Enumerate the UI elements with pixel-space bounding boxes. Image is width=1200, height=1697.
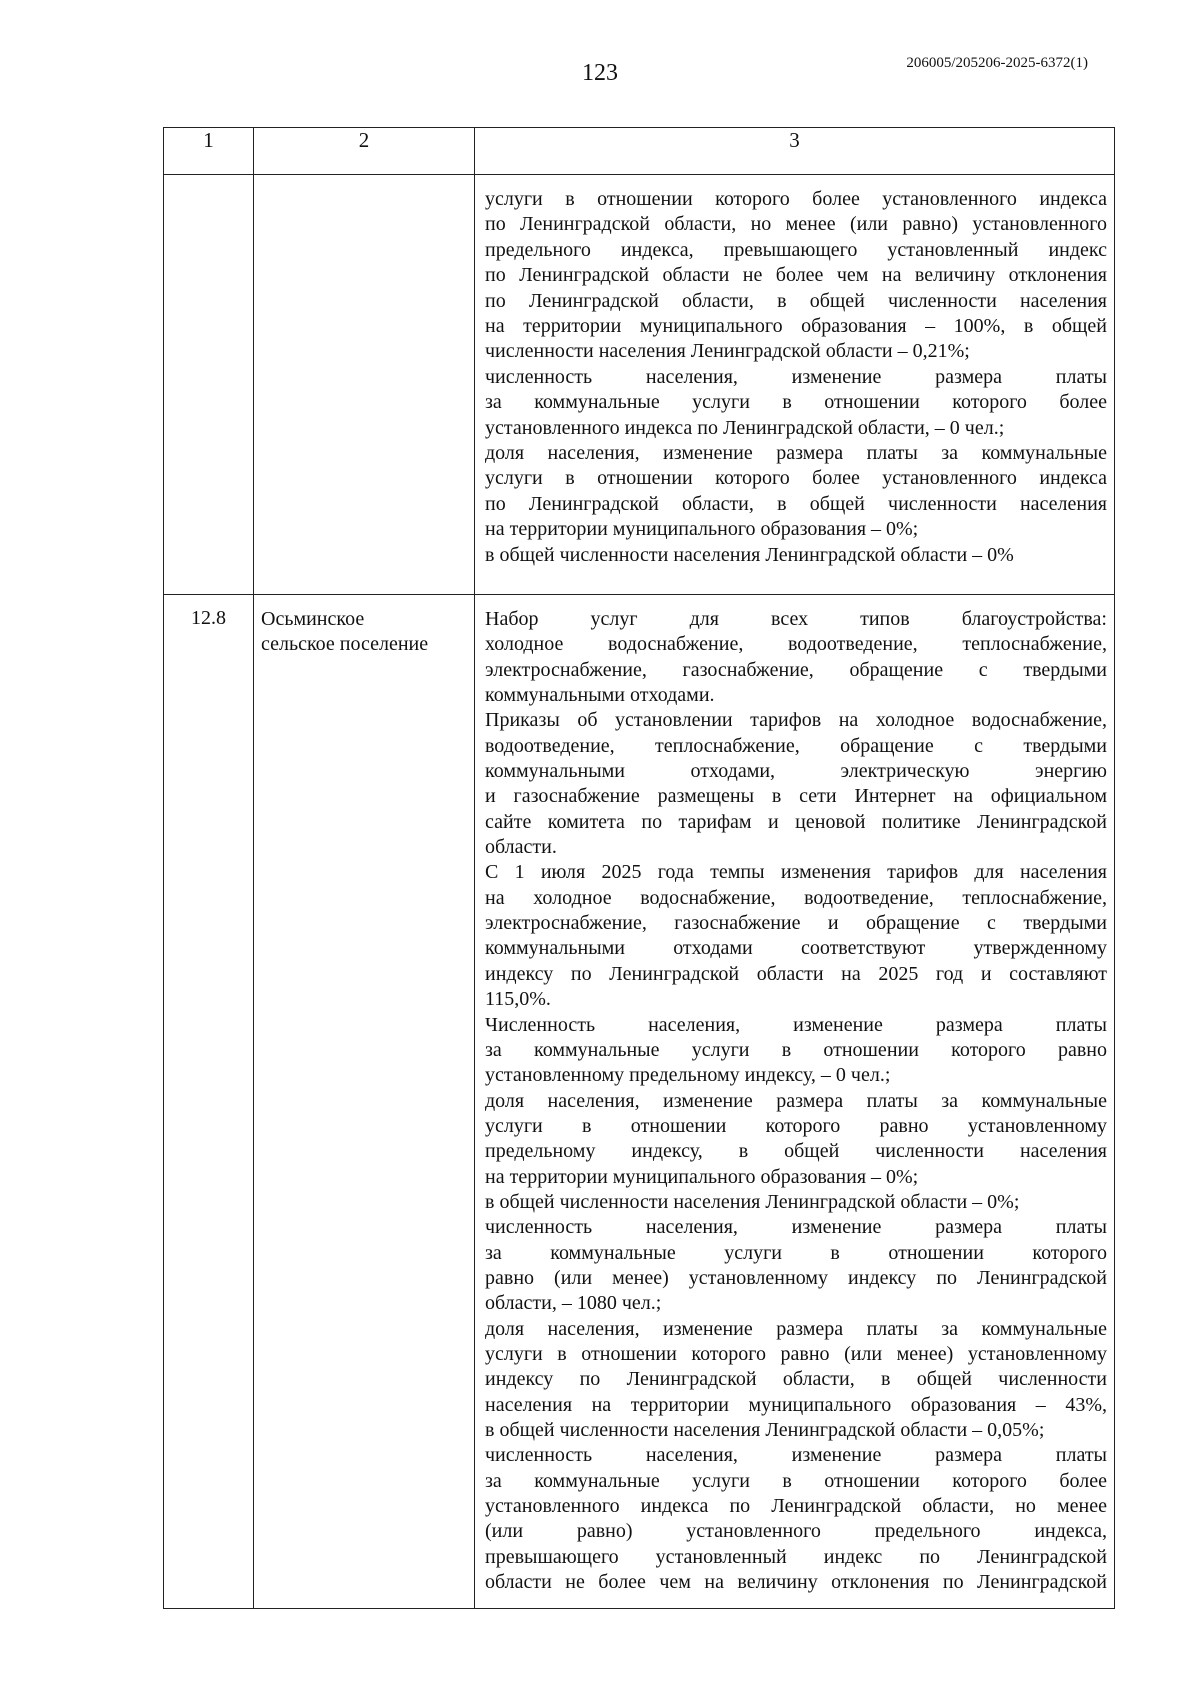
row-description [475,175,1115,595]
text-line: в общей численности населения Ленинградской области – 0% [485,543,1014,566]
text-line: по Ленинградской области, но менее (или равно) установленного [485,213,1107,236]
text-line: услуги в отношении которого более установленного индекса [485,188,1107,210]
header-col-2: 2 [254,128,475,175]
text-line: области, – 1080 чел.; [485,1292,662,1315]
text-line: за коммунальные услуги в отношении которого равно [485,1038,1107,1061]
text-line: по Ленинградской области не более чем на величину отклонения [485,264,1107,287]
text-line: услуги в отношении которого более установленного индекса [485,467,1107,490]
text-line: в общей численности населения Ленинградской области – 0%; [485,1190,1020,1213]
text-line: в общей численности населения Ленинградской области – 0,05%; [485,1419,1045,1441]
table-row [164,175,1115,595]
page-number: 123 [582,60,618,86]
text-line: равно (или менее) установленному индексу по Ленинградской [485,1266,1107,1289]
text-line: электроснабжение, газоснабжение и обращение с твердыми [485,912,1107,935]
text-line: Приказы об установлении тарифов на холодное водоснабжение, [485,709,1107,732]
text-line: Осьминское [261,608,365,630]
text-line: численность населения, изменение размера платы [485,1216,1107,1239]
text-line: по Ленинградской области, в общей численности населения [485,289,1107,312]
text-line: численность населения, изменение размера платы [485,365,1107,388]
text-line: предельному индексу, в общей численности населения [485,1140,1107,1163]
text-line: за коммунальные услуги в отношении которого более [485,391,1107,414]
text-line: Численность населения, изменение размера платы [485,1013,1107,1036]
header-col-3: 3 [475,128,1115,175]
text-line: холодное водоснабжение, водоотведение, теплоснабжение, [485,633,1107,656]
row-description [475,595,1115,1609]
text-line: сельское поселение [261,633,429,655]
text-line: индексу по Ленинградской области на 2025 год и составляют [485,962,1107,985]
text-line: за коммунальные услуги в отношении которого [485,1241,1107,1264]
document-id: 206005/205206-2025-6372(1) [906,55,1088,71]
text-line: электроснабжение, газоснабжение, обращение с твердыми [485,658,1107,681]
text-line: на территории муниципального образования – 0%; [485,1165,919,1188]
text-line: коммунальными отходами соответствуют утвержденному [485,937,1107,960]
text-line: услуги в отношении которого равно (или менее) установленному [485,1342,1107,1365]
text-line: доля населения, изменение размера платы за коммунальные [485,442,1107,465]
text-line: (или равно) установленного предельного индекса, [485,1520,1107,1543]
text-line: населения на территории муниципального образования – 43%, [485,1393,1107,1416]
text-line: на территории муниципального образования – 0%; [485,518,919,541]
table-header-row [164,128,1115,175]
text-line: на холодное водоснабжение, водоотведение, теплоснабжение, [485,886,1107,909]
text-line: доля населения, изменение размера платы за коммунальные [485,1089,1107,1112]
municipality-name [254,175,475,595]
text-line: установленного индекса по Ленинградской области, но менее [485,1495,1107,1518]
header-col-1: 1 [164,128,254,175]
text-line: водоотведение, теплоснабжение, обращение с твердыми [485,734,1107,757]
text-line: установленного индекса по Ленинградской области, – 0 чел.; [485,416,1005,439]
text-line: сайте комитета по тарифам и ценовой политике Ленинградской [485,810,1107,833]
text-line: 115,0%. [485,988,551,1011]
text-line: услуги в отношении которого равно установленному [485,1114,1107,1137]
text-line: на территории муниципального образования – 100%, в общей [485,315,1107,338]
municipality-name [254,595,475,1609]
text-line: превышающего установленный индекс по Ленинградской [485,1545,1107,1568]
text-line: доля населения, изменение размера платы за коммунальные [485,1317,1107,1340]
text-line: области не более чем на величину отклонения по Ленинградской [485,1571,1107,1594]
text-line: С 1 июля 2025 года темпы изменения тарифов для населения [485,861,1107,884]
row-number [164,175,254,595]
text-line: индексу по Ленинградской области, в общей численности [485,1368,1107,1391]
text-line: за коммунальные услуги в отношении которого более [485,1469,1107,1492]
table-row [164,595,1115,1609]
text-line: численность населения, изменение размера платы [485,1444,1107,1467]
indicators-table [163,127,1115,1609]
text-line: Набор услуг для всех типов благоустройства: [485,608,1107,630]
text-line: по Ленинградской области, в общей численности населения [485,492,1107,515]
text-line: установленному предельному индексу, – 0 чел.; [485,1064,891,1087]
text-line: численности населения Ленинградской области – 0,21%; [485,340,970,363]
text-line: предельного индекса, превышающего установленный индекс [485,238,1107,261]
text-line: коммунальными отходами. [485,684,715,707]
text-line: и газоснабжение размещены в сети Интернет на официальном [485,785,1107,808]
text-line: коммунальными отходами, электрическую энергию [485,760,1107,783]
row-number: 12.8 [164,595,254,1609]
text-line: области. [485,836,557,859]
